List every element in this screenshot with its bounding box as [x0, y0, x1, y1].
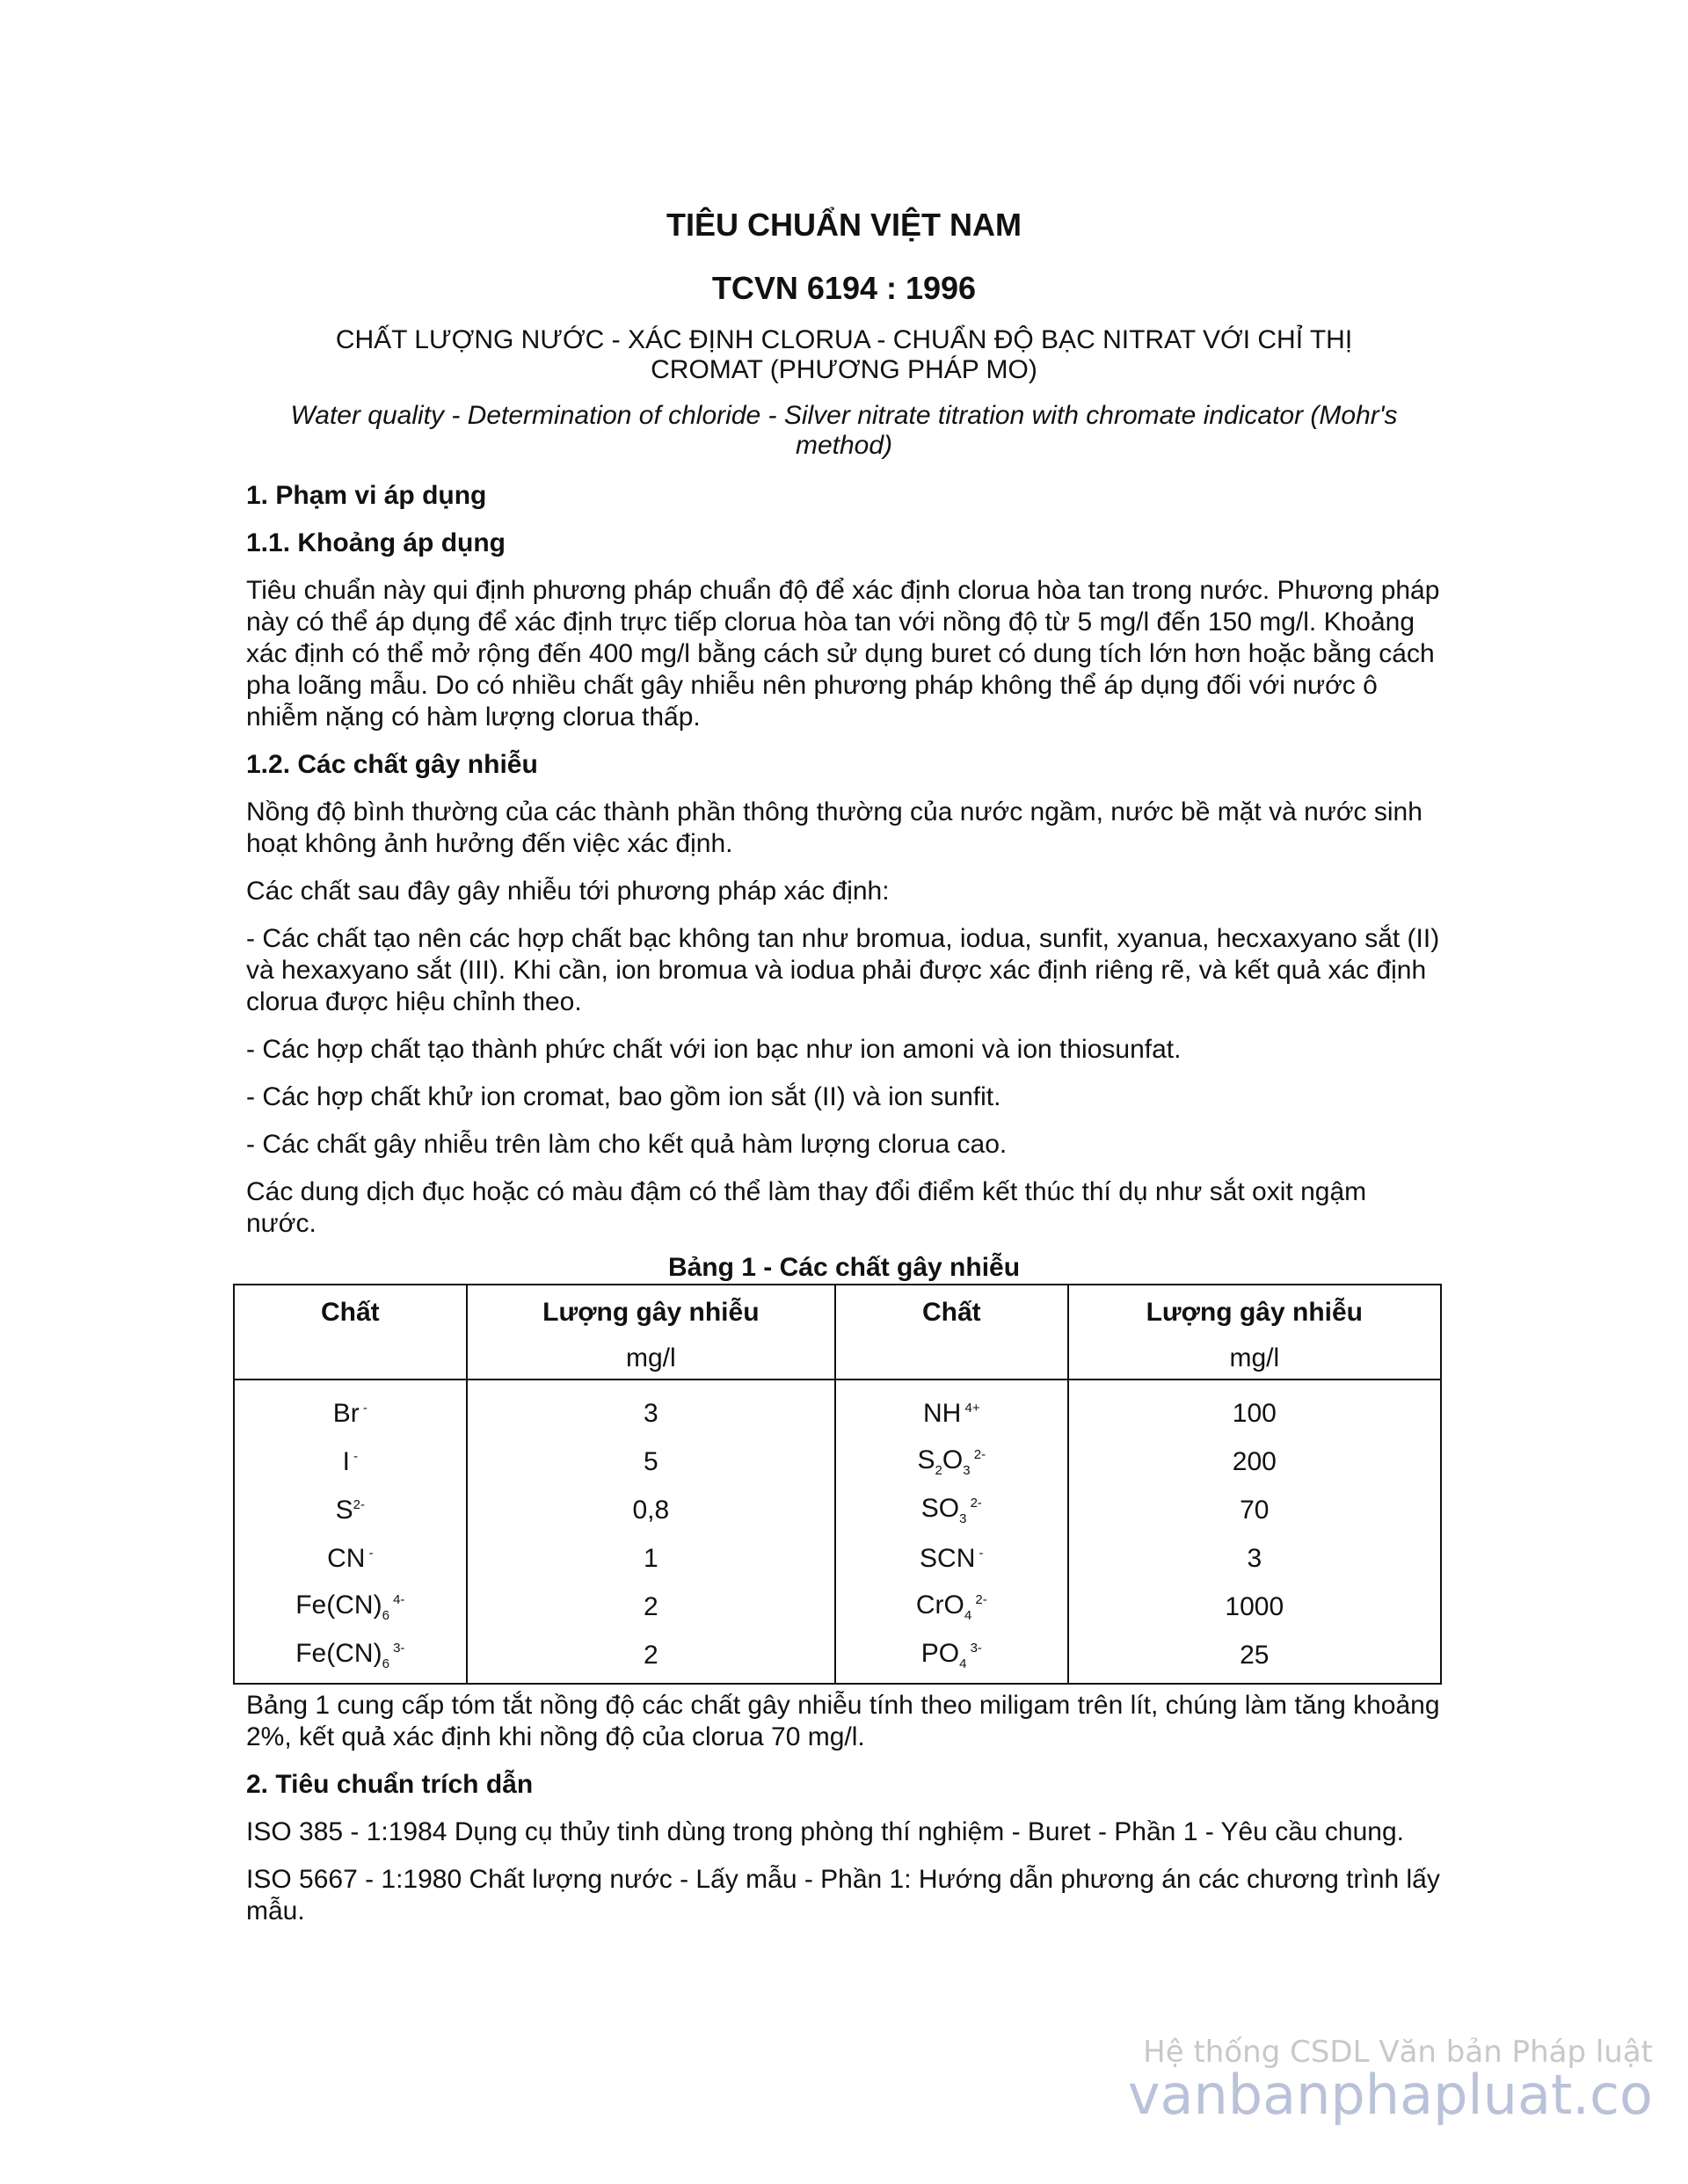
table-note: Bảng 1 cung cấp tóm tắt nồng độ các chất gây nhiễu tính theo miligam trên lít, chúng làm tăng khoảng 2%, kết quả xác định khi nồng độ của clorua 70 mg/l.	[246, 1691, 1440, 1751]
value-cell: 2	[467, 1631, 835, 1684]
substance-cell: $Fe(CN)_6$ $^{3-}$	[234, 1631, 467, 1684]
paragraph: - Các hợp chất khử ion cromat, bao gồm ion sắt (II) và ion sunfit.	[246, 1082, 1001, 1111]
doc-heading: TIÊU CHUẨN VIỆT NAM	[666, 207, 1022, 243]
substance-cell: $S_2O_3$ $^{2-}$	[835, 1438, 1068, 1486]
table-row	[234, 1438, 1441, 1486]
paragraph: Các chất sau đây gây nhiễu tới phương pháp xác định:	[246, 877, 890, 906]
col-header-amount: Lượng gây nhiễu mg/l	[1068, 1285, 1441, 1380]
col-header-substance: Chất	[835, 1285, 1068, 1380]
reference-item: ISO 5667 - 1:1980 Chất lượng nước - Lấy mẫu - Phần 1: Hướng dẫn phương án các chương trình lấy mẫu.	[246, 1865, 1440, 1926]
substance-cell: CrO$_4$ $^{2-}$	[835, 1583, 1068, 1631]
value-cell: 25	[1068, 1631, 1441, 1684]
paragraph: Nồng độ bình thường của các thành phần thông thường của nước ngầm, nước bề mặt và nước sinh hoạt không ảnh hưởng đến việc xác định.	[246, 797, 1422, 858]
unit-label: mg/l	[626, 1343, 676, 1372]
watermark-site: vanbanphapluat.co	[1127, 2063, 1653, 2127]
unit-label: mg/l	[1229, 1343, 1280, 1372]
section-1-1-heading: 1.1. Khoảng áp dụng	[246, 528, 506, 557]
substance-cell: I -	[234, 1438, 467, 1486]
table-row	[234, 1380, 1441, 1438]
substance-cell: $PO_4$ $^{3-}$	[835, 1631, 1068, 1684]
col-header-substance: Chất	[234, 1285, 467, 1380]
value-cell: 5	[467, 1438, 835, 1486]
paragraph: Các dung dịch đục hoặc có màu đậm có thể làm thay đổi điểm kết thúc thí dụ như sắt oxit ngậm nước.	[246, 1177, 1367, 1238]
value-cell: 2	[467, 1583, 835, 1631]
value-cell: 200	[1068, 1438, 1441, 1486]
substance-cell: CN -	[234, 1534, 467, 1583]
value-cell: 3	[1068, 1534, 1441, 1583]
table-row	[234, 1631, 1441, 1684]
value-cell: 1	[467, 1534, 835, 1583]
vn-title: CHẤT LƯỢNG NƯỚC - XÁC ĐỊNH CLORUA - CHUẨN ĐỘ BẠC NITRAT VỚI CHỈ THỊ CROMAT (PHƯƠNG PHÁP MO)	[335, 325, 1353, 384]
section-1-1-text: Tiêu chuẩn này qui định phương pháp chuẩn độ để xác định clorua hòa tan trong nước. Phương pháp này có thể áp dụng để xác định trực tiếp clorua hòa tan với nồng độ từ 5 mg/l đến 150 mg/l. Khoảng xác định có thể mở rộng đến 400 mg/l bằng cách sử dụng buret có dung tích lớn hơn hoặc bằng cách pha loãng mẫu. Do có nhiều chất gây nhiễu nên phương pháp không thể áp dụng đối với nước ô nhiễm nặng có hàm lượng clorua thấp.	[246, 576, 1440, 732]
section-1-heading: 1. Phạm vi áp dụng	[246, 481, 487, 510]
substance-cell: $S^{2-}$	[234, 1486, 467, 1534]
value-cell: 100	[1068, 1380, 1441, 1438]
value-cell: 0,8	[467, 1486, 835, 1534]
interference-table	[233, 1284, 1442, 1685]
section-2-heading: 2. Tiêu chuẩn trích dẫn	[246, 1770, 534, 1799]
paragraph: - Các chất gây nhiễu trên làm cho kết quả hàm lượng clorua cao.	[246, 1130, 1008, 1159]
col-header-amount: Lượng gây nhiễu mg/l	[467, 1285, 835, 1380]
table-caption: Bảng 1 - Các chất gây nhiễu	[667, 1253, 1021, 1282]
reference-item: ISO 385 - 1:1984 Dụng cụ thủy tinh dùng trong phòng thí nghiệm - Buret - Phần 1 - Yêu cầu chung.	[246, 1817, 1404, 1846]
substance-cell: Br -	[234, 1380, 467, 1438]
substance-cell: $Fe(CN)_6$ $^{4-}$	[234, 1583, 467, 1631]
table-row	[234, 1486, 1441, 1534]
value-cell: 1000	[1068, 1583, 1441, 1631]
value-cell: 70	[1068, 1486, 1441, 1534]
en-title: Water quality - Determination of chloride - Silver nitrate titration with chromate indicator (Mohr's method)	[290, 401, 1398, 460]
value-cell: 3	[467, 1380, 835, 1438]
document-page	[246, 207, 1442, 1943]
substance-cell: NH $^{4+}$	[835, 1380, 1068, 1438]
paragraph: - Các hợp chất tạo thành phức chất với ion bạc như ion amoni và ion thiosunfat.	[246, 1035, 1182, 1064]
substance-cell: $SO_3$ $^{2-}$	[835, 1486, 1068, 1534]
substance-cell: SCN -	[835, 1534, 1068, 1583]
table-row	[234, 1534, 1441, 1583]
doc-code: TCVN 6194 : 1996	[711, 270, 977, 306]
paragraph: - Các chất tạo nên các hợp chất bạc không tan như bromua, iodua, sunfit, xyanua, hecxaxyano sắt (II) và hexaxyano sắt (III). Khi cần, ion bromua và iodua phải được xác định riêng rẽ, và kết quả xác định clorua được hiệu chỉnh theo.	[246, 924, 1440, 1016]
table-row	[234, 1583, 1441, 1631]
watermark-line1: Hệ thống CSDL Văn bản Pháp luật	[1143, 2035, 1653, 2070]
section-1-2-heading: 1.2. Các chất gây nhiễu	[246, 750, 538, 779]
